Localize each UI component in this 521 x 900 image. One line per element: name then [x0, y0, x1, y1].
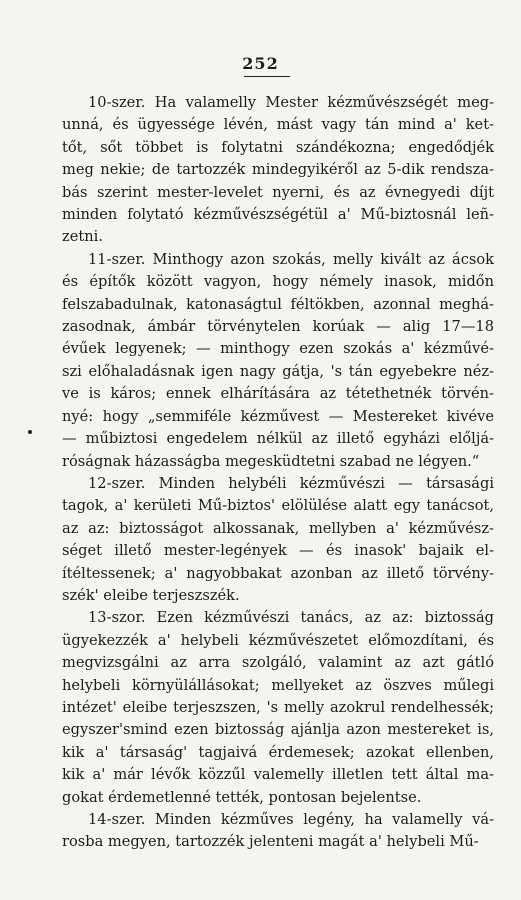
- text-line: ítéltessenek; a' nagyobbakat azonban az illető törvény-: [62, 564, 494, 582]
- body-text: [62, 92, 494, 854]
- text-line: 10-szer. Ha valamelly Mester kézművészségét meg-: [88, 94, 494, 111]
- text-line: kik a' már lévők közzűl valemelly illetlen tett által ma-: [62, 766, 494, 784]
- page-number: 252: [242, 54, 279, 73]
- text-line: minden folytató kézművészségétül a' Mű-biztosnál leñ-: [62, 206, 494, 224]
- text-line: — műbiztosi engedelem nélkül az illető egyházi előljá-: [62, 430, 494, 448]
- text-line: 11-szer. Minthogy azon szokás, melly kivált az ácsok: [88, 250, 494, 268]
- text-line: szék' eleibe terjeszszék.: [62, 586, 240, 604]
- margin-mark: [28, 430, 32, 434]
- text-line: zasodnak, ámbár törvénytelen korúak — alig 17—18: [62, 318, 494, 336]
- text-line: 14-szer. Minden kézműves legény, ha valamelly vá-: [88, 811, 494, 828]
- paragraph: [62, 249, 494, 473]
- text-line: ve is káros; ennek elhárítására az tétethetnék törvén-: [62, 385, 494, 403]
- text-line: évűek legyenek; — minthogy ezen szokás a' kézművé-: [62, 340, 494, 358]
- text-line: helybeli környülállásokat; mellyeket az öszves műlegi: [62, 676, 494, 694]
- text-line: tagok, a' kerületi Mű-biztos' elölülése alatt egy tanácsot,: [62, 497, 494, 515]
- paragraph: [62, 607, 494, 809]
- text-line: 12-szer. Minden helybéli kézművészi — társasági: [88, 474, 494, 492]
- text-line: rosba megyen, tartozzék jelenteni magát a' helybeli Mű-: [62, 833, 479, 851]
- text-line: 13-szor. Ezen kézművészi tanács, az az: biztosság: [88, 609, 494, 627]
- text-line: róságnak házasságba megesküdtetni szabad ne légyen.“: [62, 452, 480, 470]
- text-line: megvizsgálni az arra szolgáló, valamint az azt gátló: [62, 654, 494, 672]
- text-line: az az: biztosságot alkossanak, mellyben a' kézművész-: [62, 519, 494, 537]
- text-line: és építők között vagyon, hogy némely inasok, midőn: [62, 273, 494, 291]
- paragraph: [62, 473, 494, 607]
- text-line: séget illető mester-legények — és inasok' bajaik el-: [62, 542, 494, 560]
- text-line: zetni.: [62, 228, 103, 246]
- text-line: szi előhaladásnak igen nagy gátja, 's tán egyebekre néz-: [62, 362, 494, 380]
- text-line: felszabadulnak, katonaságtul féltökben, azonnal meghá-: [62, 295, 494, 313]
- text-line: gokat érdemetlenné tették, pontosan bejelentse.: [62, 788, 422, 806]
- text-line: meg nekie; de tartozzék mindegyikéről az 5-dik rendsza-: [62, 161, 494, 179]
- text-line: nyé: hogy „semmiféle kézművest — Mestereket kivéve: [62, 407, 494, 425]
- text-line: tőt, sőt többet is folytatni szándékozna; engedődjék: [62, 138, 494, 156]
- text-line: kik a' társaság' tagjaivá érdemesek; azokat ellenben,: [62, 743, 494, 761]
- text-line: egyszer'smind ezen biztosság ajánlja azon mestereket is,: [62, 721, 494, 739]
- paragraph: [62, 92, 494, 249]
- text-line: intézet' eleibe terjeszszen, 's melly azokrul rendelhessék;: [62, 698, 494, 716]
- paragraph: [62, 809, 494, 854]
- text-line: unná, és ügyessége lévén, mást vagy tán mind a' ket-: [62, 116, 494, 134]
- header-rule: [244, 76, 290, 77]
- text-line: bás szerint mester-levelet nyerni, és az évnegyedi díjt: [62, 183, 494, 201]
- text-line: ügyekezzék a' helybeli kézművészetet előmozdítani, és: [62, 631, 494, 649]
